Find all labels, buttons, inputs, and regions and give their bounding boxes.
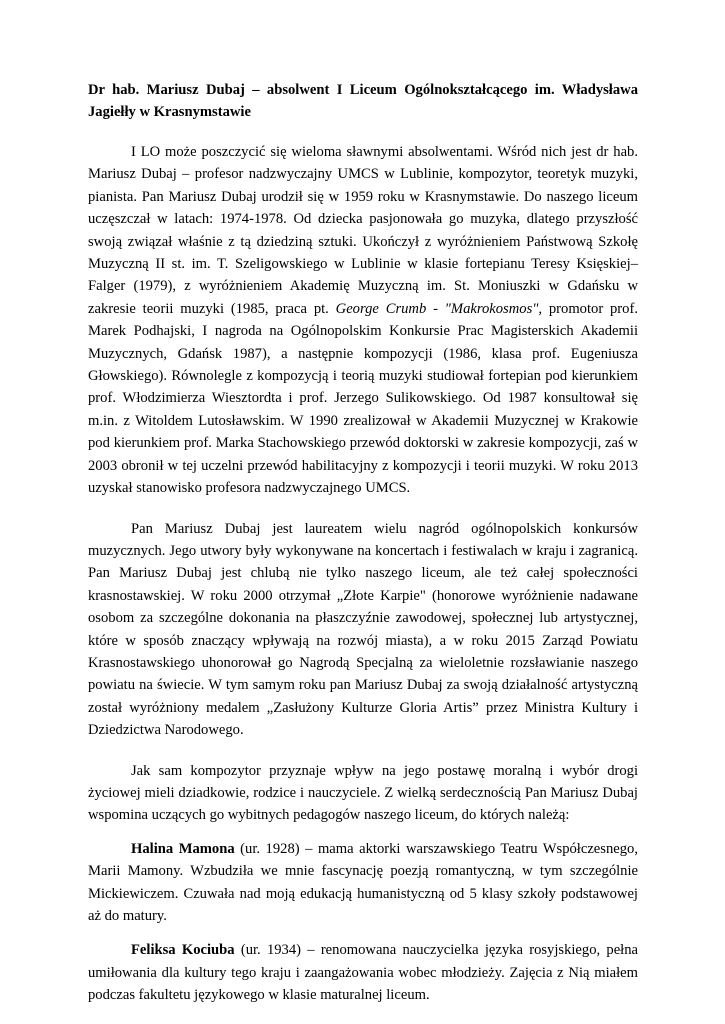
teacher-entry xyxy=(88,939,638,1006)
teacher-name: Feliksa Kociuba xyxy=(131,942,235,959)
paragraph-biography-text-cont: promotor prof. Marek Podhajski, I nagroda na Ogólnopolskim Konkursie Prac Magisterskich Akademii Muzycznych, Gdańsk 1987), a następnie kompozycji (1986, klasa prof. Eugeniusza Głowskiego). Równolegle z kompozycją i teorią muzyki studiował fortepian pod kierunkiem prof. Włodzimierza Wiesztordta i prof. Jerzego Sulikowskiego. Od 1987 konsultował się m.in. z Witoldem Lutosławskim. W 1990 zrealizował w Akademii Muzycznej w Krakowie pod kierunkiem prof. Marka Stachowskiego przewód doktorski w zakresie kompozycji, zaś w 2003 obronił w tej uczelni przewód habilitacyjny z kompozycji i teorii muzyki. W roku 2013 uzyskał stanowisko profesora nadzwyczajnego UMCS. xyxy=(88,300,638,497)
document-page xyxy=(88,80,638,1019)
document-title: Dr hab. Mariusz Dubaj – absolwent I Liceum Ogólnokształcącego im. Władysława Jagiełły w Krasnymstawie xyxy=(88,82,638,120)
paragraph-awards: Pan Mariusz Dubaj jest laureatem wielu nagród ogólnopolskich konkursów muzycznych. Jego utwory były wykonywane na koncertach i festiwalach w kraju i zagranicą. Pan Mariusz Dubaj jest chlubą nie tylko naszego liceum, ale też całej społeczności krasnostawskiej. W roku 2000 otrzymał „Złote Karpie" (honorowe wyróżnienie nadawane osobom za szczególne dokonania na płaszczyźnie zawodowej, społecznej lub artystycznej, które w sposób znaczący wpływają na rozwój miasta), a w roku 2015 Zarząd Powiatu Krasnostawskiego uhonorował go Nagrodą Specjalną za wieloletnie rozsławianie naszego powiatu na świecie. W tym samym roku pan Mariusz Dubaj za swoją działalność artystyczną został wyróżniony medalem „Zasłużony Kulturze Gloria Artis” przez Ministra Kultury i Dziedzictwa Narodowego. xyxy=(88,520,638,739)
paragraph-teachers-intro: Jak sam kompozytor przyznaje wpływ na jego postawę moralną i wybór drogi życiowej mieli dziadkowie, rodzice i nauczyciele. Z wielką serdecznością Pan Mariusz Dubaj wspomina uczących go wybitnych pedagogów naszego liceum, do których należą: xyxy=(88,762,638,824)
teacher-entry xyxy=(88,838,638,928)
teacher-description: (ur. 1928) – mama aktorki warszawskiego Teatru Współczesnego, Marii Mamony. Wzbudziła we mnie fascynację poezją romantyczną, w tym szczególnie Mickiewiczem. Czuwała nad moją edukacją humanistyczną od 5 klasy szkoły podstawowej aż do matury. xyxy=(88,840,638,924)
teacher-description: (ur. 1934) – renomowana nauczycielka języka rosyjskiego, pełna umiłowania dla kultury tego kraju i zaangażowania wobec młodzieży. Zajęcia z Nią miałem podczas fakultetu językowego w klasie maturalnej liceum. xyxy=(88,942,639,1004)
paragraph-biography-text: I LO może poszczycić się wieloma sławnymi absolwentami. Wśród nich jest dr hab. Mariusz Dubaj – profesor nadzwyczajny UMCS w Lublinie, kompozytor, teoretyk muzyki, pianista. Pan Mariusz Dubaj urodził się w 1959 roku w Krasnymstawie. Do naszego liceum uczęszczał w latach: 1974-1978. Od dziecka pasjonowała go muzyka, dlatego przyszłość swoją związał właśnie z tą dziedziną sztuki. Ukończył z wyróżnieniem Państwową Szkołę Muzyczną II st. im. T. Szeligowskiego w Lublinie w klasie fortepianu Teresy Księskiej–Falger (1979), z wyróżnieniem Akademię Muzyczną im. St. Moniuszki w Gdańsku w zakresie teorii muzyki (1985, praca pt. xyxy=(88,144,638,317)
teacher-name: Halina Mamona xyxy=(131,840,235,857)
work-title: George Crumb - "Makrokosmos", xyxy=(335,300,543,317)
paragraph-biography xyxy=(88,141,638,500)
